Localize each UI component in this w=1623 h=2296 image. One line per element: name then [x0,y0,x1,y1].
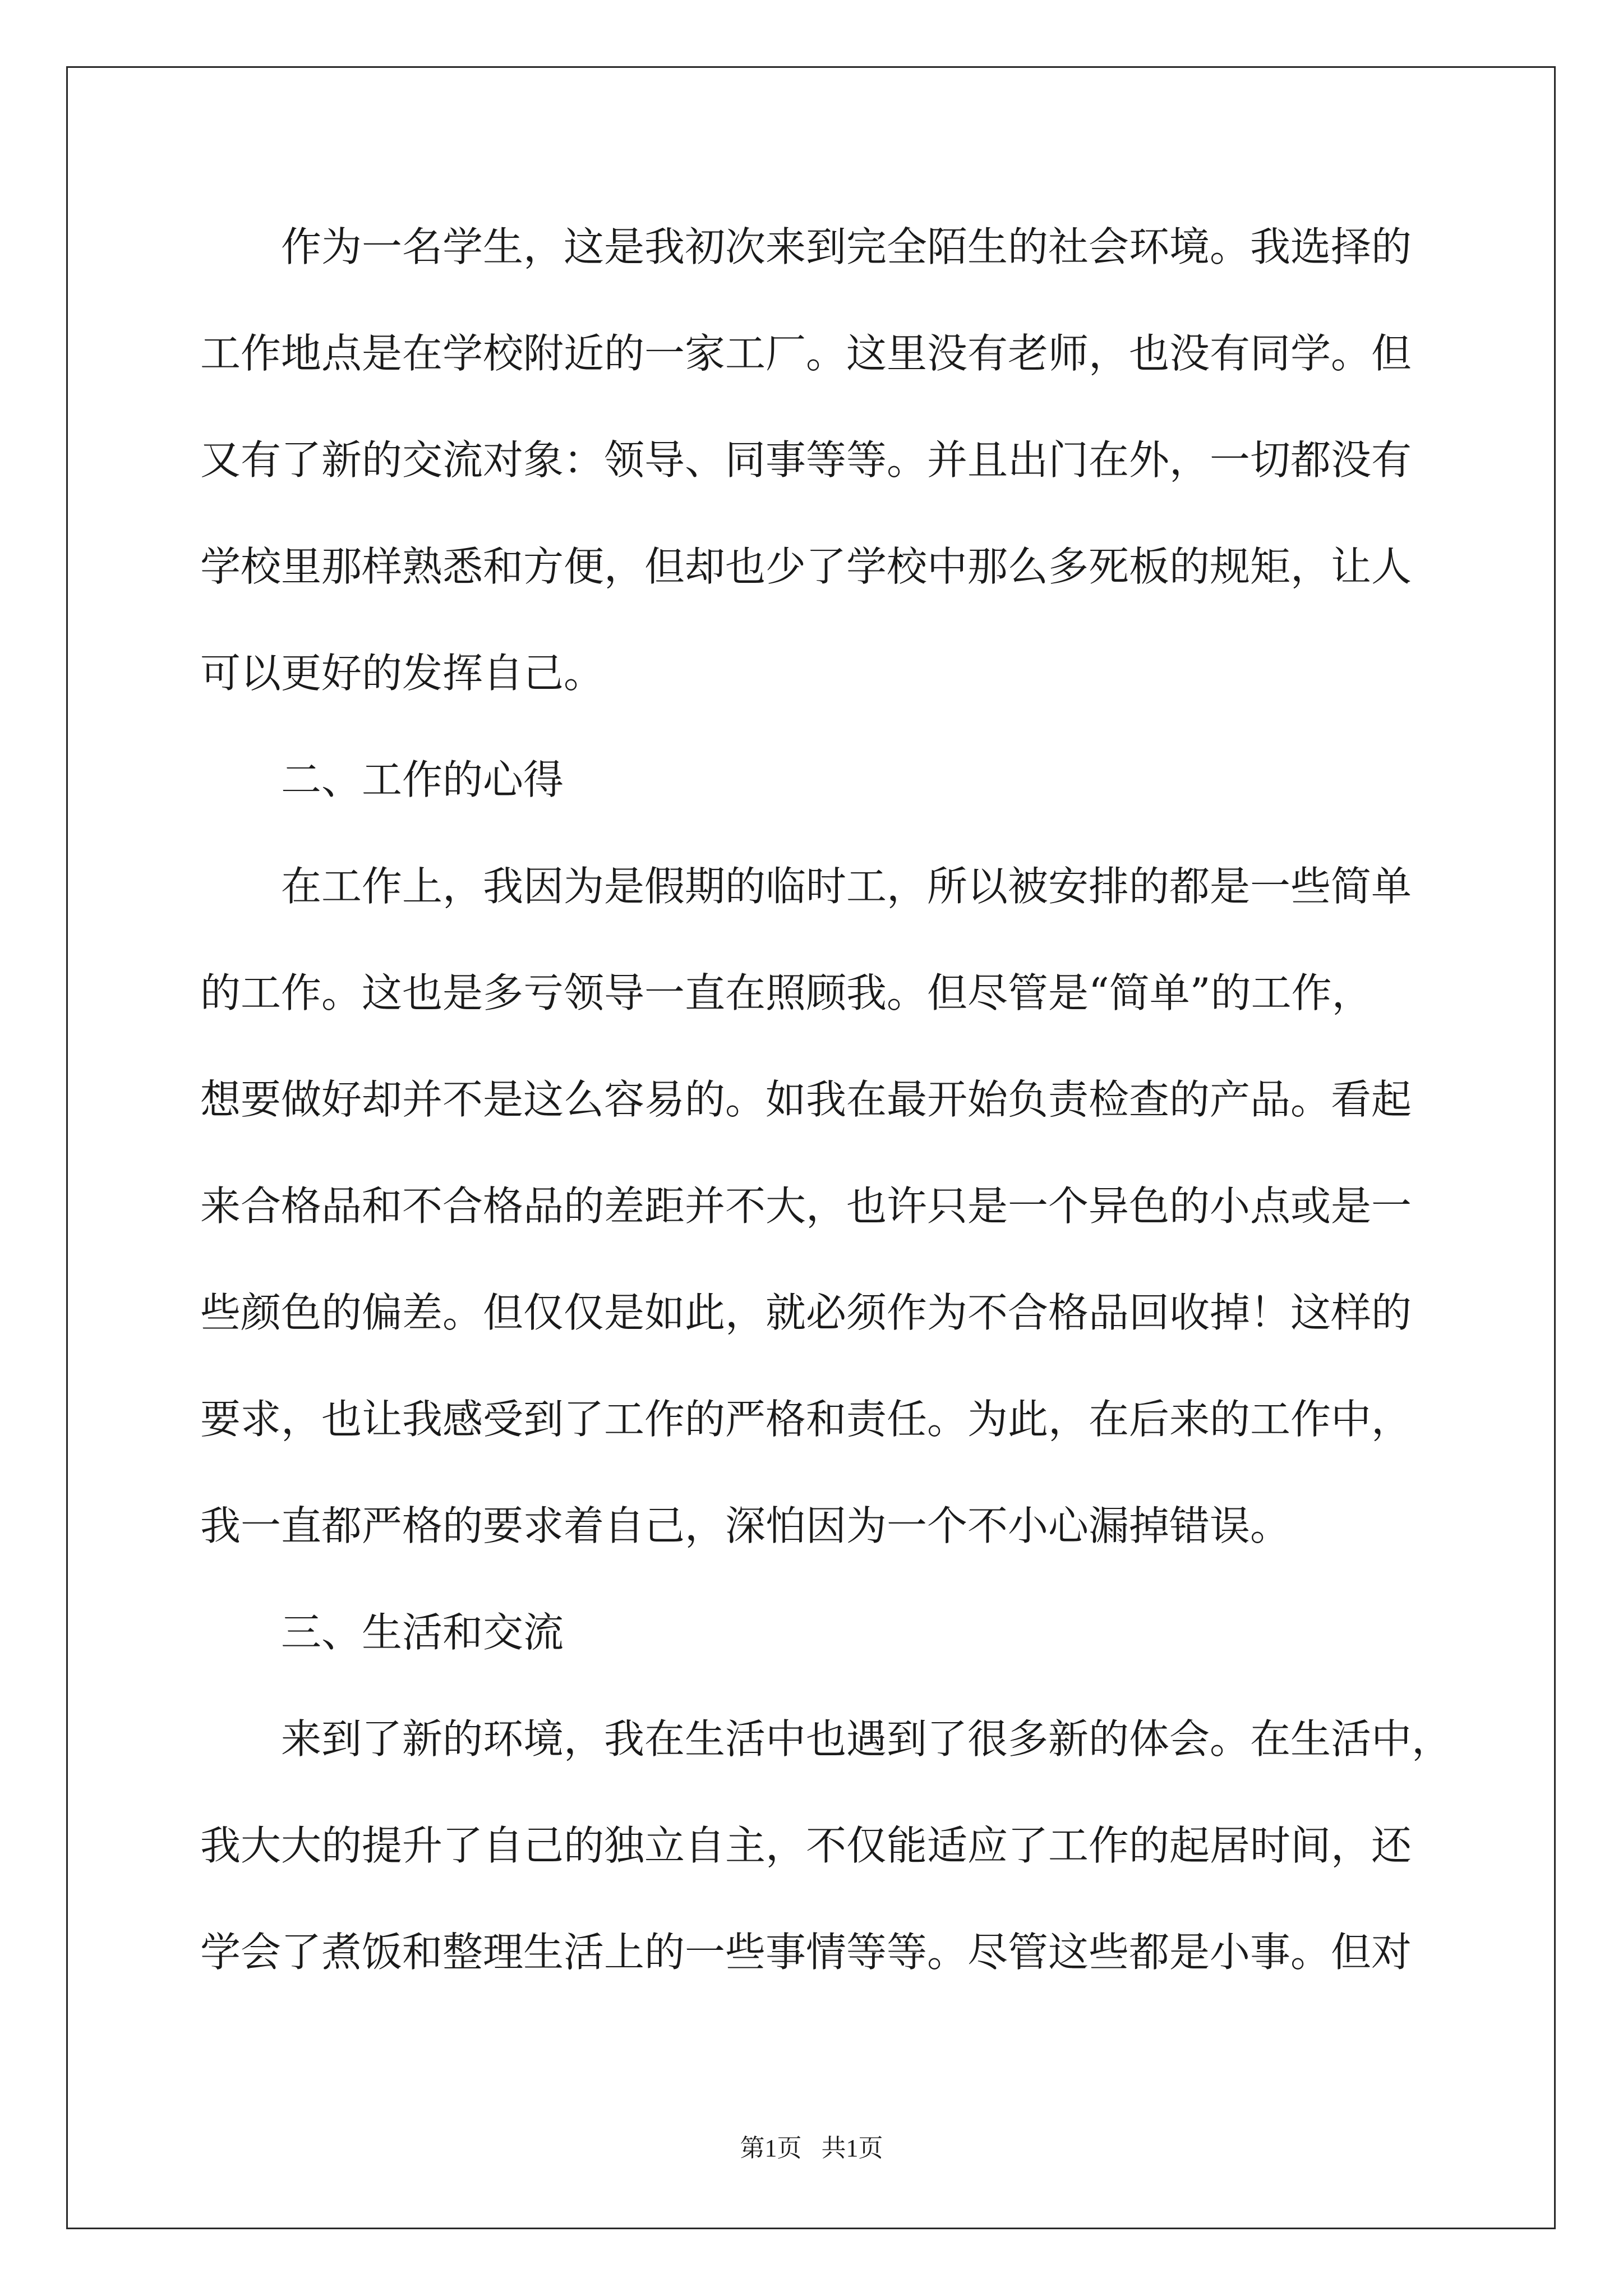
paragraph-line: 我一直都严格的要求着自己，深怕因为一个不小心漏掉错误。 [200,1502,1291,1549]
paragraph-line: 来合格品和不合格品的差距并不大，也许只是一个异色的小点或是一 [200,1182,1412,1230]
paragraph-line: 作为一名学生，这是我初次来到完全陌生的社会环境。我选择的 [281,223,1412,270]
page-border [66,66,1556,2229]
paragraph-line: 学会了煮饭和整理生活上的一些事情等等。尽管这些都是小事。但对 [200,1929,1412,1976]
paragraph-line: 来到了新的环境，我在生活中也遇到了很多新的体会。在生活中， [281,1715,1453,1763]
section-heading: 三、生活和交流 [281,1609,564,1656]
paragraph-line: 在工作上，我因为是假期的临时工，所以被安排的都是一些简单 [281,863,1412,910]
paragraph-line: 我大大的提升了自己的独立自主，不仅能适应了工作的起居时间，还 [200,1822,1412,1869]
paragraph-line: 工作地点是在学校附近的一家工厂。这里没有老师，也没有同学。但 [200,330,1412,377]
paragraph-line: 可以更好的发挥自己。 [200,650,605,697]
paragraph-line: 学校里那样熟悉和方便，但却也少了学校中那么多死板的规矩，让人 [200,543,1412,590]
paragraph-line: 想要做好却并不是这么容易的。如我在最开始负责检查的产品。看起 [200,1076,1412,1123]
section-heading: 二、工作的心得 [281,756,564,803]
page-number: 第1页 [740,2134,802,2162]
paragraph-line: 的工作。这也是多亏领导一直在照顾我。但尽管是“简单”的工作， [200,969,1372,1016]
paragraph-line: 些颜色的偏差。但仅仅是如此，就必须作为不合格品回收掉！这样的 [200,1289,1412,1336]
paragraph-line: 要求，也让我感受到了工作的严格和责任。为此，在后来的工作中， [200,1396,1412,1443]
page-footer [0,2132,1623,2165]
paragraph-line: 又有了新的交流对象：领导、同事等等。并且出门在外，一切都没有 [200,436,1412,484]
page-total: 共1页 [821,2134,883,2162]
